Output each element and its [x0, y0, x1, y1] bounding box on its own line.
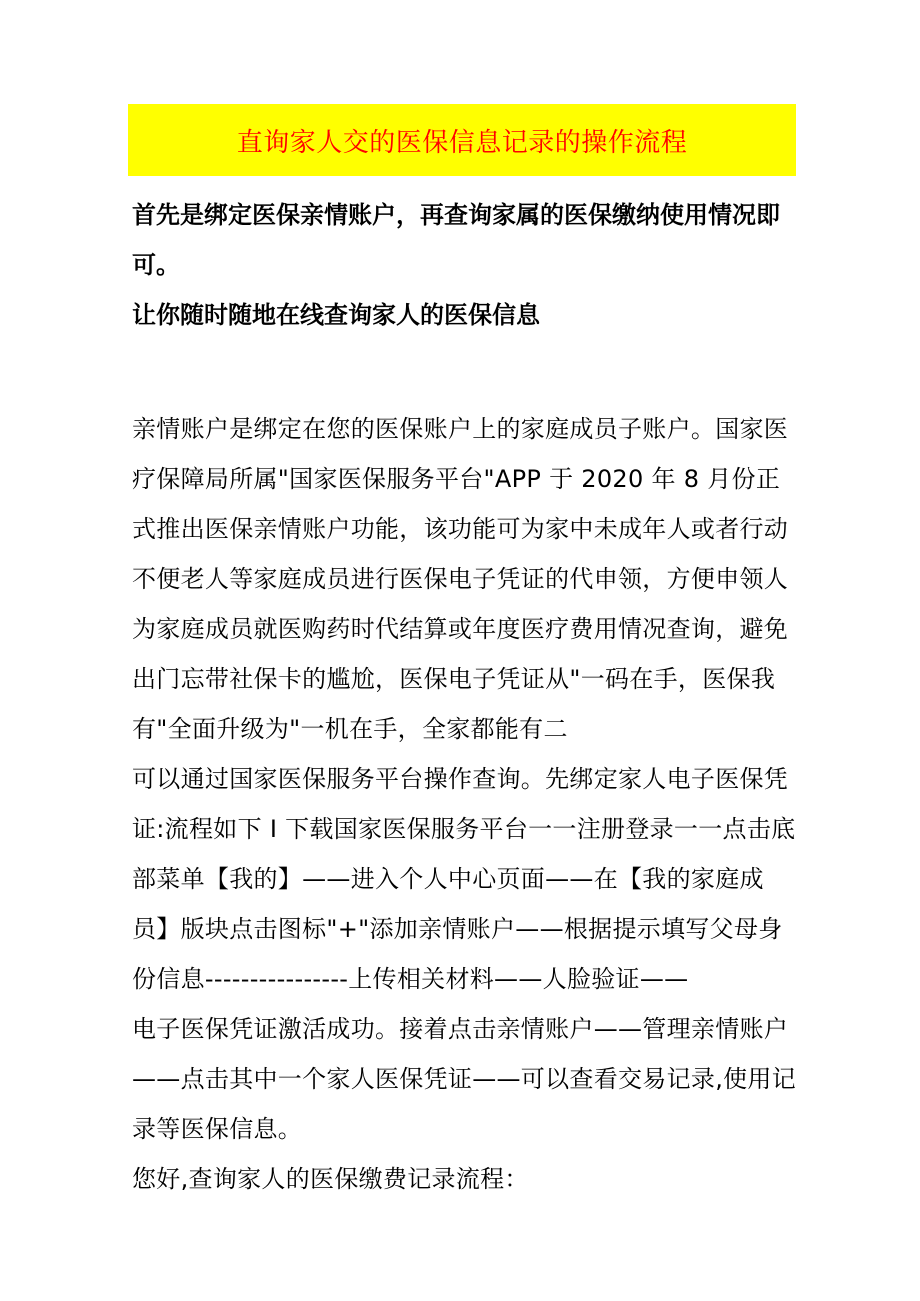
- document-title: 直询家人交的医保信息记录的操作流程: [236, 127, 688, 158]
- title-banner: [128, 104, 796, 176]
- intro-bold-paragraph: 首先是绑定医保亲情账户，再查询家属的医保缴纳使用情况即可。: [132, 201, 780, 279]
- spacer: [132, 340, 798, 404]
- paragraph-query-intro: 您好,查询家人的医保缴费记录流程：: [132, 1165, 529, 1193]
- paragraph-binding-steps: 可以通过国家医保服务平台操作查询。先绑定家人电子医保凭证:流程如下 I 下载国家医保服务平台一一注册登录一一点击底部菜单【我的】——进入个人中心页面——在【我的家庭成员】版块点击图标"+"添加亲情账户——根据提示填写父母身份信息----------------上传相关材料——人脸验证——: [132, 765, 796, 993]
- document-body: [132, 190, 798, 1204]
- paragraph-activation: 电子医保凭证激活成功。接着点击亲情账户——管理亲情账户——点击其中一个家人医保凭证——可以查看交易记录,使用记录等医保信息。: [132, 1015, 797, 1143]
- paragraph-family-account: 亲情账户是绑定在您的医保账户上的家庭成员子账户。国家医疗保障局所属"国家医保服务平台"APP 于 2020 年 8 月份正式推出医保亲情账户功能，该功能可为家中未成年人或者行动不便老人等家庭成员进行医保电子凭证的代申领，方便申领人为家庭成员就医购药时代结算或年度医疗费用情况查询，避免出门忘带社保卡的尴尬，医保电子凭证从"一码在手，医保我有"全面升级为"一机在手，全家都能有二: [132, 415, 789, 743]
- intro-bold-subheading: 让你随时随地在线查询家人的医保信息: [132, 301, 540, 329]
